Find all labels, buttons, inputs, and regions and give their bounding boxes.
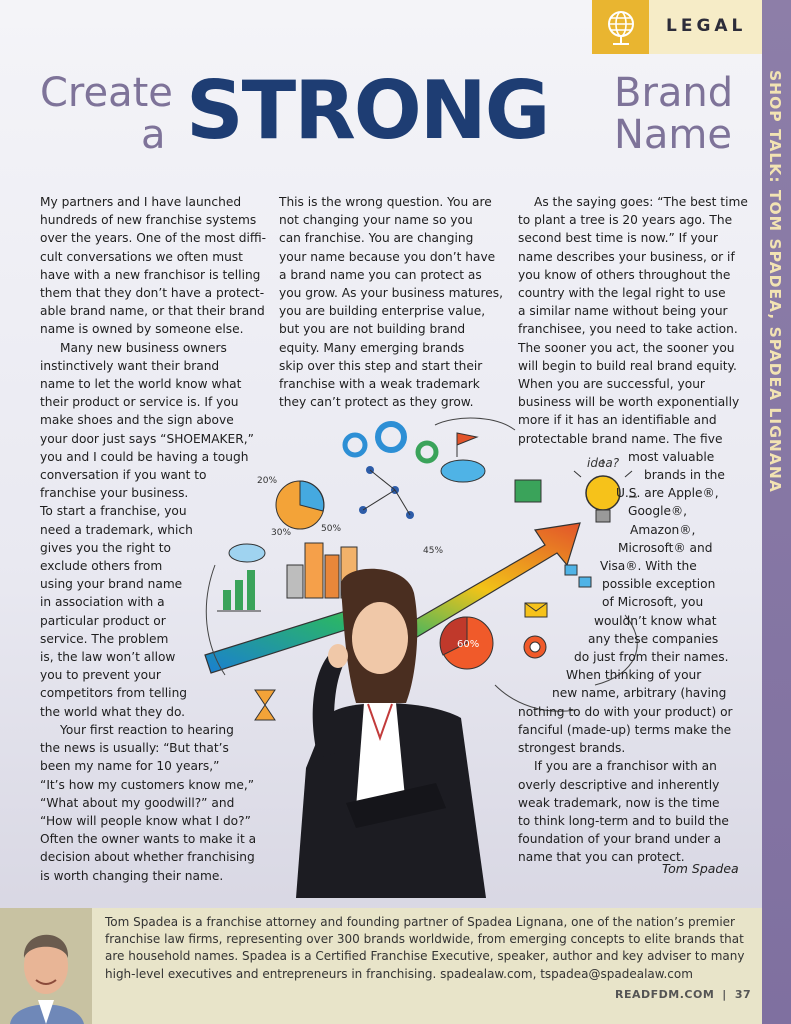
col2-line: but you are not building brand: [279, 322, 466, 337]
column-2-lines: [279, 193, 511, 411]
col1-line: have with a new franchisor is telling: [40, 267, 261, 282]
col3-line: Google®,: [628, 504, 688, 519]
author-signature: Tom Spadea: [662, 861, 739, 876]
col3-line: possible exception: [602, 577, 716, 592]
col1-line: “It’s how my customers know me,”: [40, 777, 255, 792]
page-footer: [615, 988, 751, 1001]
author-bio-text: [105, 914, 745, 983]
col3-line: Visa®. With the: [600, 559, 697, 574]
headline-strong: STRONG: [186, 64, 549, 157]
col3-line: more if it has an identifiable and: [518, 413, 717, 428]
col1-line: name is owned by someone else.: [40, 322, 244, 337]
col3-line: As the saying goes: “The best time: [534, 195, 748, 209]
col3-line: will begin to build real brand equity.: [518, 358, 737, 373]
column-1-lines: [40, 193, 272, 885]
network-icon: [359, 466, 414, 519]
col1-line: Your first reaction to hearing: [60, 722, 234, 737]
col3-line: foundation of your brand under a: [518, 832, 722, 847]
col3-line: weak trademark, now is the time: [518, 795, 720, 810]
sidebar-banner: [762, 0, 791, 1024]
col3-line: U.S. are Apple®,: [616, 486, 719, 501]
col3-line: business will be worth exponentially: [518, 395, 740, 410]
col3-line: second best time is now.” If your: [518, 231, 718, 246]
col3-line: new name, arbitrary (having: [552, 686, 727, 701]
doodle-45pct: 45%: [423, 546, 444, 556]
col3-line: franchisee, you need to take action.: [518, 322, 738, 337]
col1-line: franchise your business.: [40, 486, 189, 501]
col1-line: Often the owner wants to make it a: [40, 832, 257, 847]
col2-line: skip over this step and start their: [279, 358, 483, 373]
col1-line: been my name for 10 years,”: [40, 759, 220, 774]
sidebar-title: SHOP TALK: TOM SPADEA, SPADEA LIGNANA: [766, 70, 784, 493]
col3-line: Microsoft® and: [618, 540, 713, 555]
col2-line: your name because you don’t have: [279, 249, 496, 264]
col1-line: is worth changing their name.: [40, 868, 224, 883]
headline-name: Name: [614, 112, 733, 158]
col1-line: “What about my goodwill?” and: [40, 795, 235, 810]
col3-line: name that you can protect.: [518, 850, 685, 865]
col3-line: If you are a franchisor with an: [534, 759, 717, 774]
col3-line: you know of others throughout the: [518, 267, 731, 282]
col1-line: you and I could be having a tough: [40, 449, 249, 464]
doodle-30pct: 30%: [271, 528, 292, 538]
col1-line: name to let the world know what: [40, 377, 242, 392]
flag-icon: [457, 433, 477, 457]
bio-line: high-level executives and entrepreneurs in franchising. spadealaw.com, tspadea@spadealaw.com: [105, 966, 693, 981]
col1-line: instinctively want their brand: [40, 358, 220, 373]
col3-line: name describes your business, or if: [518, 249, 735, 264]
col1-line: the world what they do.: [40, 704, 186, 719]
col2-line: they can’t protect as they grow.: [279, 395, 474, 410]
bio-line: Tom Spadea is a franchise attorney and founding partner of Spadea Lignana, one of the nation’s premier: [105, 915, 735, 929]
column-3-lines: [518, 193, 758, 867]
col1-line: My partners and I have launched: [40, 195, 242, 209]
col1-line: “How will people know what I do?”: [40, 813, 251, 828]
bio-line: are household names. Spadea is a Certified Franchise Executive, speaker, author and key adviser to many: [105, 949, 745, 964]
col1-line: competitors from telling: [40, 686, 188, 701]
idea-label: idea?: [587, 456, 620, 470]
article-column-2: [279, 193, 511, 411]
doodle-60pct: 60%: [457, 639, 480, 650]
col3-line: to think long-term and to build the: [518, 813, 729, 828]
headline-brand: Brand: [614, 70, 734, 116]
col3-line: overly descriptive and inherently: [518, 777, 720, 792]
footer-separator: |: [722, 988, 727, 1001]
col1-line: particular product or: [40, 613, 166, 628]
col1-line: is, the law won’t allow: [40, 650, 176, 665]
article-column-3: [518, 193, 758, 867]
col3-line: brands in the: [644, 468, 725, 483]
col1-line: To start a franchise, you: [40, 504, 187, 519]
col3-line: country with the legal right to use: [518, 286, 726, 301]
col1-line: exclude others from: [40, 559, 163, 574]
article-column-1: [40, 193, 272, 885]
col1-line: Many new business owners: [60, 340, 227, 355]
col3-line: nothing to do with your product) or: [518, 704, 733, 719]
col1-line: them that they don’t have a protect-: [40, 286, 265, 301]
col1-line: over the years. One of the most diffi-: [40, 231, 267, 246]
col3-line: most valuable: [628, 449, 715, 464]
col3-line: wouldn’t know what: [594, 613, 717, 628]
col2-line: can franchise. You are changing: [279, 231, 474, 246]
author-headshot: [0, 908, 92, 1024]
col1-line: decision about whether franchising: [40, 850, 255, 865]
thinking-woman-photo: [296, 568, 496, 898]
col1-line: the news is usually: “But that’s: [40, 741, 229, 756]
col3-line: to plant a tree is 20 years ago. The: [518, 213, 733, 228]
doodle-20pct: 20%: [257, 476, 278, 486]
col3-line: of Microsoft, you: [602, 595, 704, 610]
pie-chart-icon: [276, 481, 324, 529]
col3-line: protectable brand name. The five: [518, 431, 723, 446]
col1-line: able brand name, or that their brand: [40, 304, 265, 319]
col1-line: cult conversations we often must: [40, 249, 243, 264]
col2-line: equity. Many emerging brands: [279, 340, 465, 355]
col3-line: Amazon®,: [630, 522, 696, 537]
col1-line: make shoes and the sign above: [40, 413, 234, 428]
col1-line: conversation if you want to: [40, 468, 207, 483]
col3-line: strongest brands.: [518, 741, 626, 756]
col2-line: a brand name you can protect as: [279, 267, 482, 282]
col1-line: you to prevent your: [40, 668, 161, 683]
col2-line: you grow. As your business matures,: [279, 286, 503, 301]
headline-a: a: [141, 112, 166, 158]
headline-create: Create: [40, 70, 173, 116]
col3-line: fanciful (made-up) terms make the: [518, 722, 732, 737]
col2-line: you are building enterprise value,: [279, 304, 486, 319]
section-label: LEGAL: [666, 16, 747, 36]
col1-line: hundreds of new franchise systems: [40, 213, 257, 228]
col1-line: gives you the right to: [40, 540, 171, 555]
col1-line: their product or service is. If you: [40, 395, 239, 410]
globe-scales-icon: [592, 0, 649, 54]
bio-line: franchise law firms, representing over 300 brands worldwide, from emerging concepts to elite brands that: [105, 932, 744, 947]
col2-line: franchise with a weak trademark: [279, 377, 480, 392]
col2-line: This is the wrong question. You are: [279, 195, 492, 209]
col1-line: service. The problem: [40, 631, 169, 646]
col1-line: in association with a: [40, 595, 165, 610]
col1-line: using your brand name: [40, 577, 183, 592]
col3-line: The sooner you act, the sooner you: [518, 340, 735, 355]
col3-line: do just from their names.: [574, 650, 729, 665]
doodle-50pct: 50%: [321, 524, 342, 534]
col3-line: When you are successful, your: [518, 377, 705, 392]
col3-line: a similar name without being your: [518, 304, 728, 319]
col1-line: your door just says “SHOEMAKER,”: [40, 431, 254, 446]
col3-line: any these companies: [588, 631, 719, 646]
page-number: 37: [734, 988, 752, 1001]
footer-site-link[interactable]: READFDM.COM: [615, 988, 715, 1001]
col1-line: need a trademark, which: [40, 522, 193, 537]
col3-line: When thinking of your: [566, 668, 702, 683]
donut-charts-icon: [345, 424, 436, 461]
col2-line: not changing your name so you: [279, 213, 473, 228]
